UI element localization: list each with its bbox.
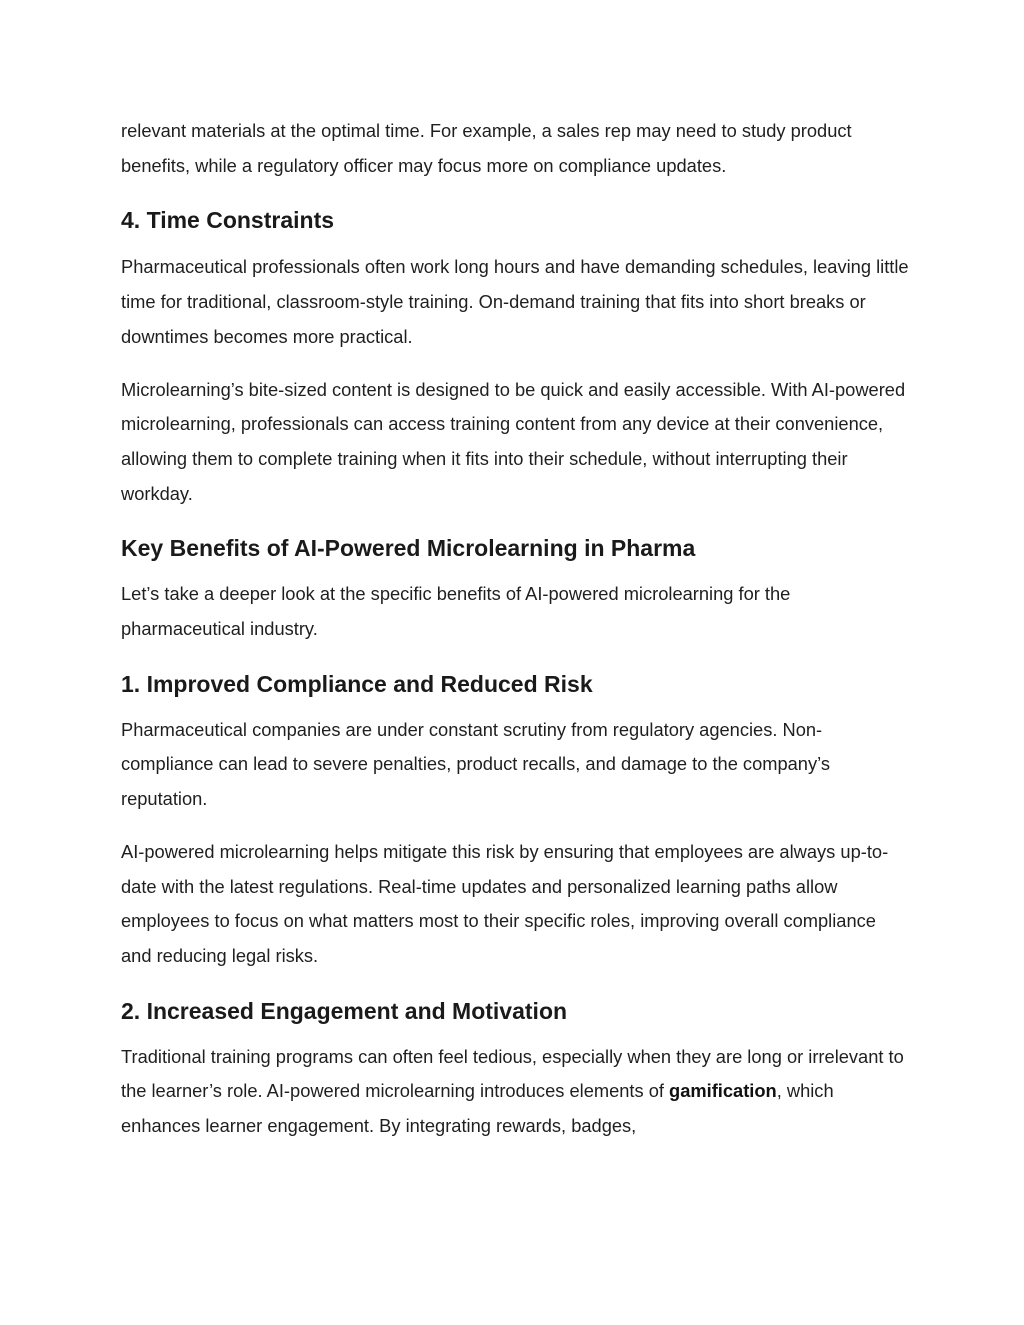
- engagement-paragraph: [121, 1040, 911, 1144]
- heading-key-benefits: Key Benefits of AI-Powered Microlearning in Pharma: [121, 535, 696, 562]
- key-benefits-paragraph: Let’s take a deeper look at the specific benefits of AI-powered microlearning for the pharmaceutical industry.: [121, 583, 791, 640]
- heading-time-constraints: 4. Time Constraints: [121, 207, 335, 234]
- compliance-paragraph-1: Pharmaceutical companies are under constant scrutiny from regulatory agencies. Non-compliance can lead to severe penalties, product recalls, and damage to the company’s reputation.: [121, 718, 830, 810]
- document-page: [121, 114, 911, 1144]
- engagement-text-before: Traditional training programs can often feel tedious, especially when they are long or irrelevant to the learner’s role. AI-powered microlearning introduces elements of: [121, 1045, 904, 1102]
- gamification-term: gamification: [669, 1080, 777, 1102]
- time-constraints-paragraph-1: Pharmaceutical professionals often work long hours and have demanding schedules, leaving little time for traditional, classroom-style training. On-demand training that fits into short breaks or downtimes becomes more practical.: [121, 256, 909, 347]
- engagement-text-after: , which enhances learner engagement. By integrating rewards, badges,: [121, 1080, 834, 1137]
- heading-improved-compliance: 1. Improved Compliance and Reduced Risk: [121, 670, 593, 697]
- intro-paragraph: relevant materials at the optimal time. For example, a sales rep may need to study product benefits, while a regulatory officer may focus more on compliance updates.: [121, 120, 852, 176]
- time-constraints-paragraph-2: Microlearning’s bite-sized content is designed to be quick and easily accessible. With AI-powered microlearning, professionals can access training content from any device at their convenience, allowing them to complete training when it fits into their schedule, without interrupting their workday.: [121, 378, 906, 504]
- heading-increased-engagement: 2. Increased Engagement and Motivation: [121, 997, 568, 1024]
- compliance-paragraph-2: AI-powered microlearning helps mitigate this risk by ensuring that employees are always up-to-date with the latest regulations. Real-time updates and personalized learning paths allow employees to focus on what matters most to their specific roles, improving overall compliance and reducing legal risks.: [121, 840, 889, 966]
